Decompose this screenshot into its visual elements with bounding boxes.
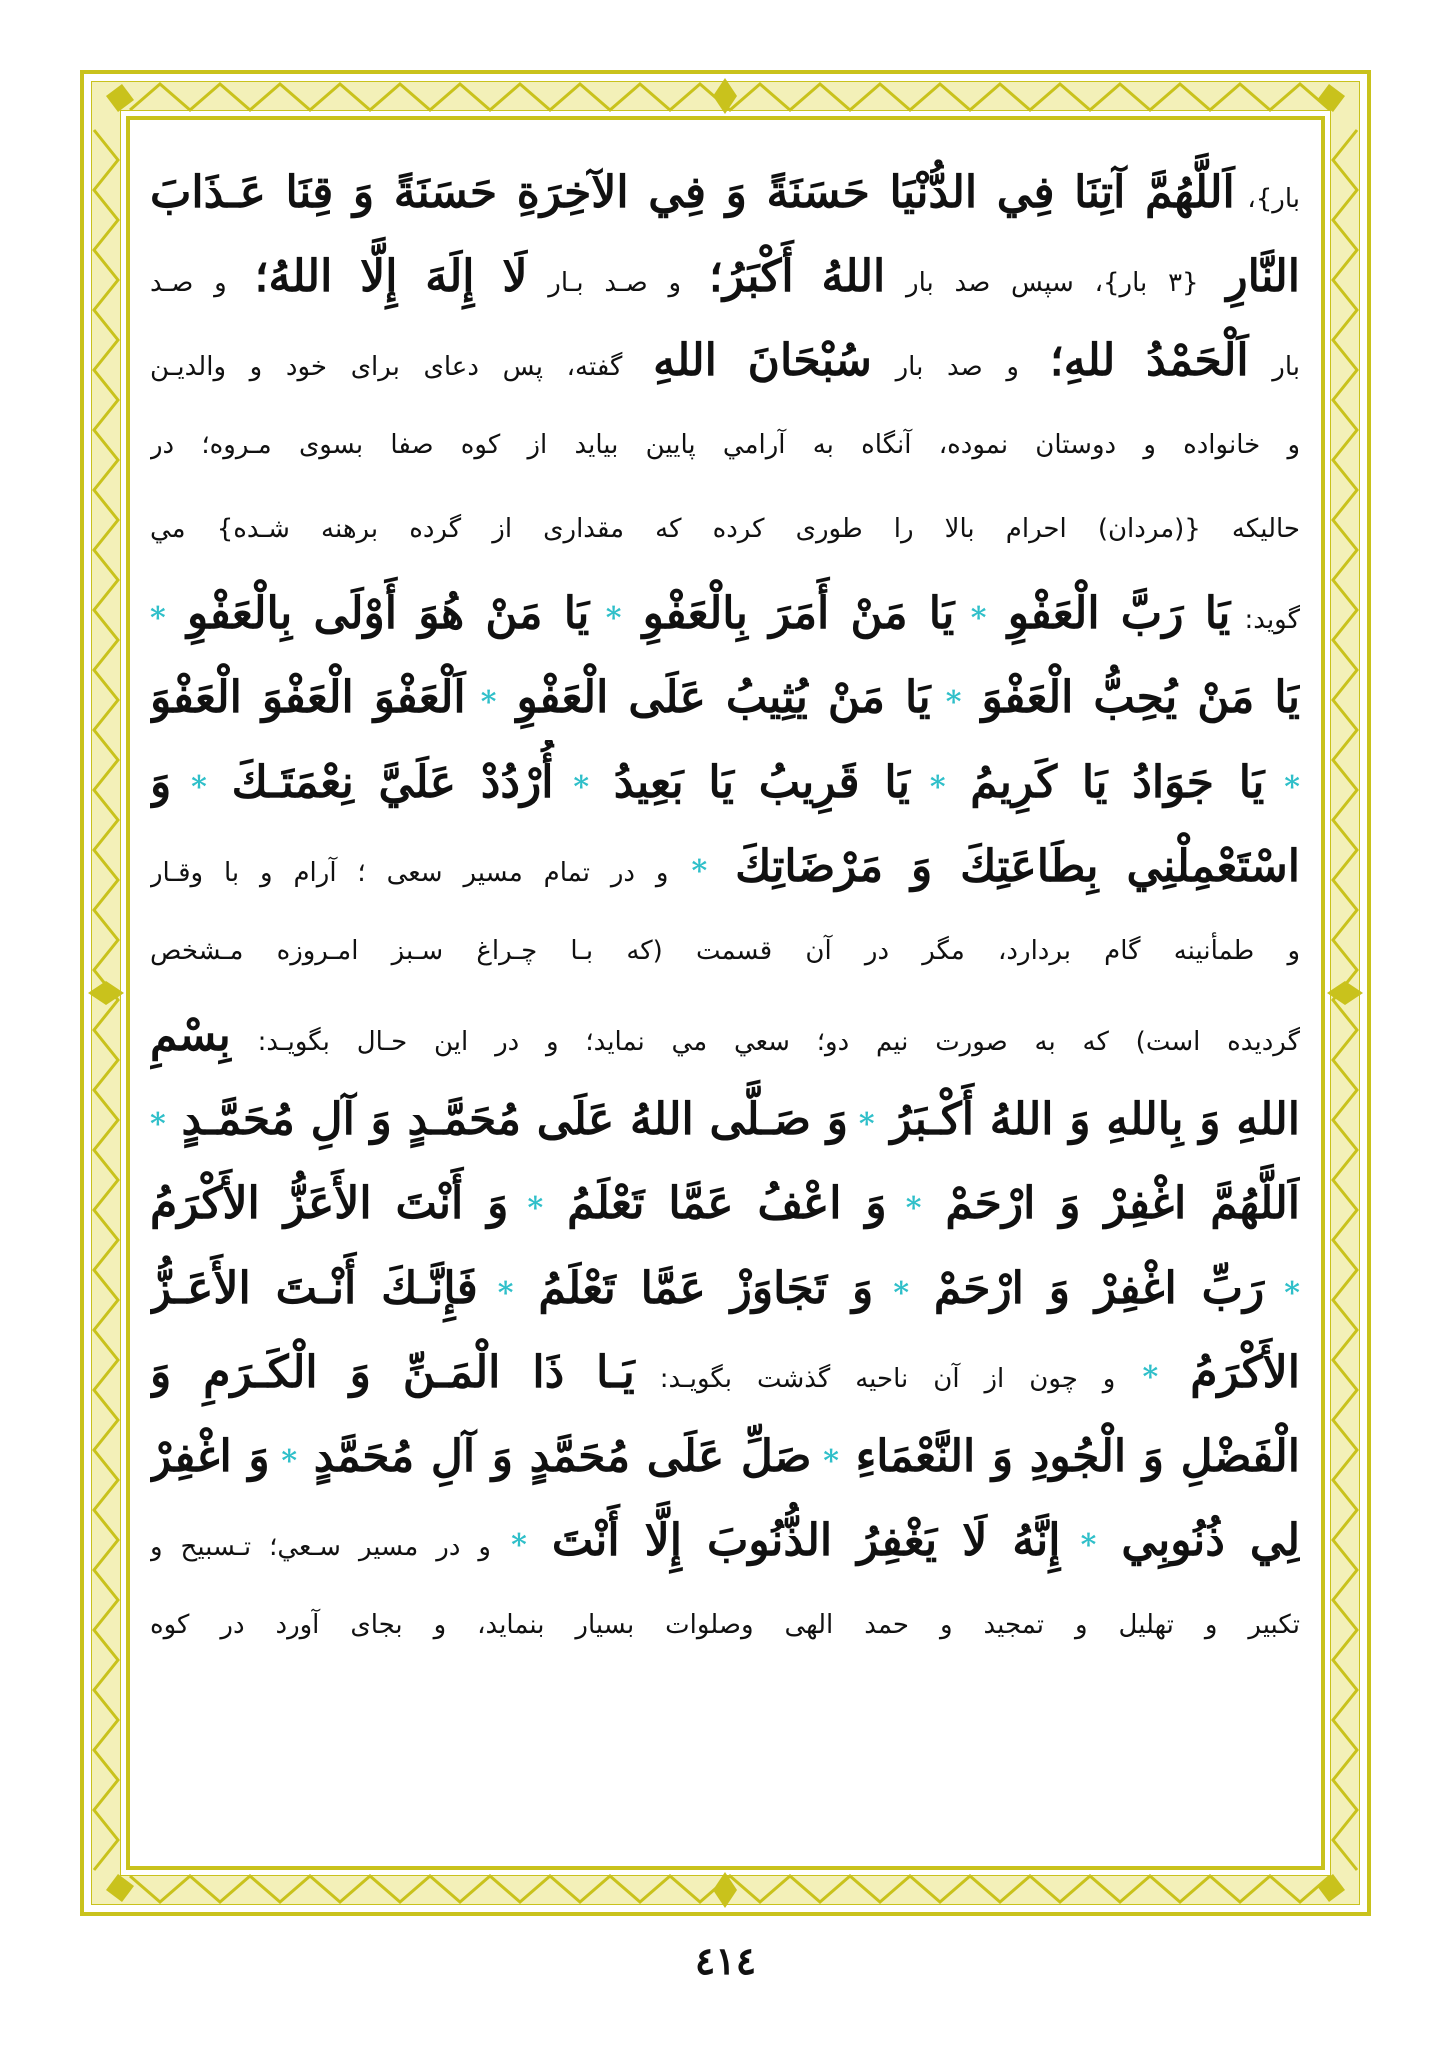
text-line-content — [150, 672, 1300, 723]
arabic-prayer-text: وَ تَجَاوَزْ عَمَّا تَعْلَمُ — [513, 1262, 874, 1314]
star-separator: * — [553, 769, 590, 805]
text-line-content — [150, 1094, 1300, 1145]
persian-instruction-text: گرديده است) كه به صورت نيم دو؛ سعي مي نمايد؛ و در اين حـال بگويـد: — [230, 1026, 1300, 1057]
arabic-prayer-text: اللهِ وَ بِاللهِ وَ اللهُ أَكْـبَرُ — [874, 1093, 1300, 1145]
text-line-content — [150, 1431, 1300, 1482]
arabic-prayer-text: اَلْعَفْوَ الْعَفْوَ الْعَفْوَ — [150, 672, 466, 724]
text-line — [150, 993, 1300, 1077]
star-separator: * — [1115, 1359, 1159, 1395]
text-line-content — [150, 1610, 1300, 1640]
persian-instruction-text: تكبير و تهليل و تمجيد و حمد الهی وصلوات بسيار بنمايد، و بجای آورد در كوه — [150, 1610, 1300, 1641]
persian-instruction-text: و صـد بـار — [527, 267, 682, 298]
text-line — [150, 487, 1300, 571]
arabic-prayer-text: يَا مَنْ أَمَرَ بِالْعَفْوِ — [621, 588, 955, 640]
star-separator: * — [954, 601, 987, 637]
persian-instruction-text: و در تمام مسير سعی ؛ آرام و با وقـار — [150, 858, 669, 889]
persian-instruction-text: بار — [1248, 352, 1300, 383]
arabic-prayer-text: وَ صَـلَّى اللهُ عَلَى مُحَمَّـدٍ وَ آلِ مُحَمَّـدٍ — [165, 1093, 848, 1145]
text-line-content — [150, 335, 1300, 386]
arabic-prayer-text: لِي ذُنُوبِي — [1096, 1515, 1300, 1567]
persian-instruction-text: و در مسير سـعي؛ تـسبيح و — [150, 1532, 491, 1563]
arabic-prayer-text: يَا قَرِيبُ يَا بَعِيدُ — [589, 756, 910, 808]
arabic-prayer-text: يَا رَبَّ الْعَفْوِ — [986, 588, 1231, 640]
persian-instruction-text: گفته، پس دعای برای خود و والديـن — [150, 352, 623, 383]
text-line-content — [150, 841, 1300, 892]
persian-instruction-text: حاليكه {(مردان) احرام بالا را طوری كرده كه مقداری از گرده برهنه شـده} مي — [150, 514, 1300, 545]
star-separator: * — [909, 769, 946, 805]
text-line — [150, 656, 1300, 740]
text-line-content — [150, 1515, 1300, 1566]
text-line — [150, 1414, 1300, 1498]
star-separator: * — [508, 1191, 544, 1227]
body-text — [150, 150, 1300, 1920]
star-separator: * — [886, 1191, 922, 1227]
star-separator: * — [465, 685, 497, 721]
persian-instruction-text: و خانواده و دوستان نموده، آنگاه به آرامي پايين بيايد از كوه صفا بسوی مـروه؛ در — [150, 430, 1300, 461]
star-separator: * — [930, 685, 962, 721]
text-line — [150, 150, 1300, 234]
text-line-content — [150, 167, 1300, 218]
arabic-prayer-text: بِسْمِ — [150, 1009, 231, 1061]
text-line-content — [150, 588, 1300, 639]
star-separator: * — [848, 1106, 875, 1142]
text-line — [150, 1162, 1300, 1246]
star-separator: * — [269, 1444, 298, 1480]
arabic-prayer-text: اللهُ أَكْبَرُ؛ — [681, 250, 886, 302]
arabic-prayer-text: يَا مَنْ يُثِيبُ عَلَى الْعَفْوِ — [496, 672, 931, 724]
text-line — [150, 1499, 1300, 1583]
persian-instruction-text: و طمأنينه گام بردارد، مگر در آن قسمت (كه بـا چـراغ سـبز امـروزه مـشخص — [150, 935, 1300, 966]
persian-instruction-text: بار}، — [1234, 183, 1300, 214]
text-line-content — [150, 251, 1300, 302]
text-line — [150, 234, 1300, 318]
star-separator: * — [150, 601, 166, 637]
arabic-prayer-text: وَ — [150, 756, 172, 808]
star-separator: * — [873, 1275, 910, 1311]
star-separator: * — [477, 1275, 514, 1311]
arabic-prayer-text: لَا إِلَهَ إِلَّا اللهُ؛ — [226, 250, 528, 302]
arabic-prayer-text: صَلِّ عَلَى مُحَمَّدٍ وَ آلِ مُحَمَّدٍ — [297, 1431, 812, 1483]
arabic-prayer-text: الأَكْرَمُ — [1158, 1346, 1300, 1398]
arabic-prayer-text: أُرْدُدْ عَلَيَّ نِعْمَتَـكَ — [206, 756, 554, 808]
text-line — [150, 1077, 1300, 1161]
arabic-prayer-text: يَا مَنْ هُوَ أَوْلَى بِالْعَفْوِ — [165, 588, 590, 640]
persian-instruction-text: و چون از آن ناحيه گذشت بگويـد: — [634, 1363, 1116, 1394]
persian-instruction-text: و صـد — [150, 267, 227, 298]
text-line-content — [150, 1347, 1300, 1398]
star-separator: * — [1264, 1275, 1300, 1311]
text-line-content — [150, 430, 1300, 460]
text-line — [150, 1246, 1300, 1330]
text-line — [150, 319, 1300, 403]
arabic-prayer-text: وَ أَنْتَ الأَعَزُّ الأَكْرَمُ — [150, 1178, 509, 1230]
text-line — [150, 571, 1300, 655]
text-line — [150, 824, 1300, 908]
star-separator: * — [171, 769, 207, 805]
star-separator: * — [490, 1528, 527, 1564]
arabic-prayer-text: الْفَضْلِ وَ الْجُودِ وَ النَّعْمَاءِ — [838, 1431, 1300, 1483]
star-separator: * — [150, 1106, 166, 1142]
text-line-content — [150, 1010, 1300, 1061]
arabic-prayer-text: اَللَّهُمَّ اغْفِرْ وَ ارْحَمْ — [921, 1178, 1300, 1230]
star-separator: * — [811, 1444, 839, 1480]
text-line-content — [150, 514, 1300, 544]
arabic-prayer-text: اَلْحَمْدُ للهِ؛ — [1018, 335, 1249, 387]
text-line-content — [150, 936, 1300, 966]
text-line-content — [150, 1263, 1300, 1314]
text-line — [150, 740, 1300, 824]
persian-instruction-text: و صد بار — [871, 352, 1019, 383]
arabic-prayer-text: رَبِّ اغْفِرْ وَ ارْحَمْ — [909, 1262, 1265, 1314]
arabic-prayer-text: يَا مَنْ يُحِبُّ الْعَفْوَ — [961, 672, 1300, 724]
arabic-prayer-text: يَا جَوَادُ يَا كَرِيمُ — [945, 756, 1265, 808]
arabic-prayer-text: وَ اغْفِرْ — [150, 1431, 270, 1483]
persian-instruction-text: {۳ بار}، سپس صد بار — [885, 267, 1199, 298]
arabic-prayer-text: يَـا ذَا الْمَـنِّ وَ الْكَـرَمِ وَ — [150, 1346, 635, 1398]
arabic-prayer-text: اسْتَعْمِلْنِي بِطَاعَتِكَ وَ مَرْضَاتِكَ — [707, 841, 1300, 893]
text-line-content — [150, 1178, 1300, 1229]
text-line — [150, 909, 1300, 993]
arabic-prayer-text: وَ اعْفُ عَمَّا تَعْلَمُ — [543, 1178, 887, 1230]
arabic-prayer-text: النَّارِ — [1198, 250, 1300, 302]
star-separator: * — [1060, 1528, 1097, 1564]
arabic-prayer-text: إِنَّهُ لَا يَغْفِرُ الذُّنُوبَ إِلَّا أَنْتَ — [526, 1515, 1061, 1567]
text-line-content — [150, 757, 1300, 808]
star-separator: * — [589, 601, 622, 637]
arabic-prayer-text: اَللَّهُمَّ آتِنَا فِي الدُّنْيَا حَسَنَةً وَ فِي الآخِرَةِ حَسَنَةً وَ قِنَا عَـذَابَ — [150, 166, 1235, 218]
text-line — [150, 1330, 1300, 1414]
arabic-prayer-text: فَإِنَّـكَ أَنْـتَ الأَعَـزُّ — [150, 1262, 478, 1314]
text-line — [150, 1583, 1300, 1667]
arabic-prayer-text: سُبْحَانَ اللهِ — [622, 335, 872, 387]
star-separator: * — [1264, 769, 1300, 805]
persian-instruction-text: گويد: — [1230, 605, 1300, 636]
page-number: ٤١٤ — [694, 1938, 757, 1983]
star-separator: * — [668, 854, 708, 890]
text-line — [150, 403, 1300, 487]
